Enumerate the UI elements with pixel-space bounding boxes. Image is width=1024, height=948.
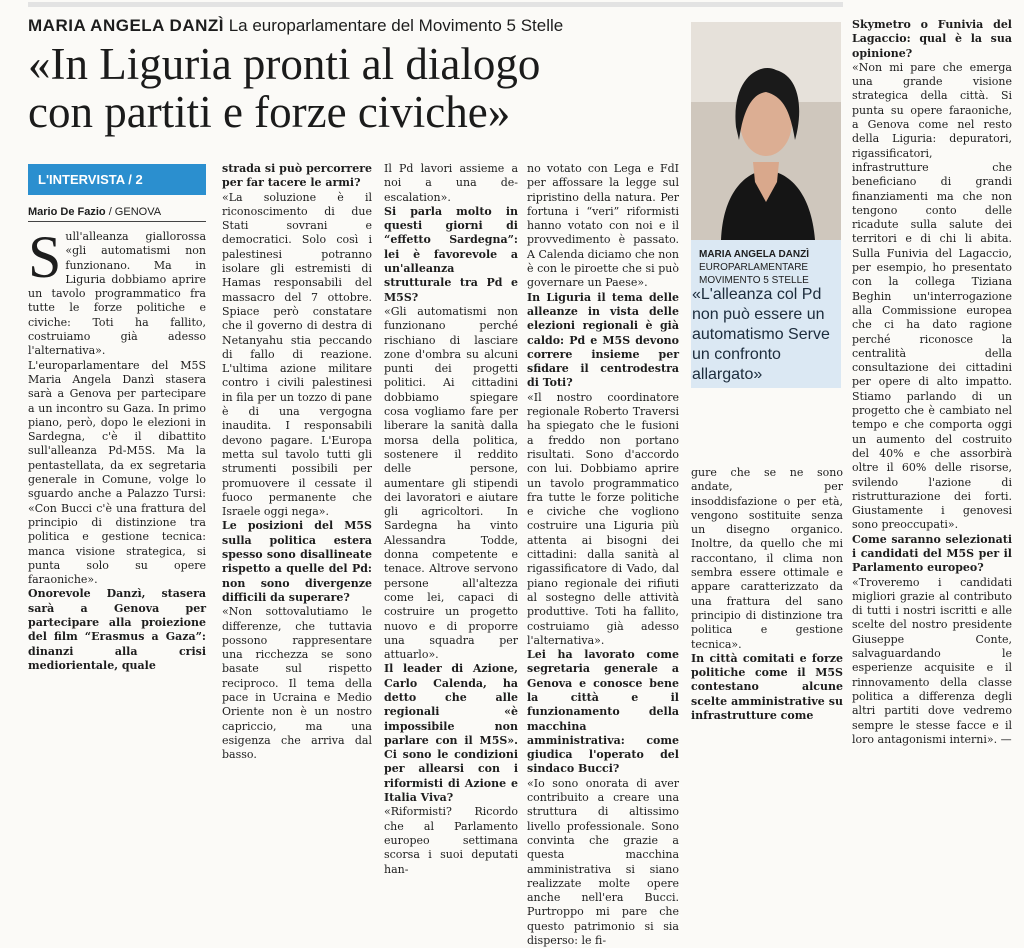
paragraph: «Gli automatismi non funzionano perché rischiano di lasciare zone d'ombra su alcuni punti dei progetti politici. Ai cittadini dobbiamo spiegare cosa vogliamo fare per liberare la sanità dalla morsa della politica, sostenere il reddito delle persone, aumentare gli stipendi dei lavoratori e aiutare gli agricoltori. In Sardegna ha vinto Alessandra Todde, donna competente e tenace. Altrove servono persone all'altezza come lei, capaci di costruire un progetto nuovo e di proporre una squadra per attuarlo». bbox=[384, 304, 518, 662]
column-3 bbox=[384, 162, 518, 876]
question: Onorevole Danzì, stasera sarà a Genova per partecipare alla proiezione del film “Erasmus a Gaza”: dinanzi alla crisi mediorientale, quale bbox=[28, 587, 206, 672]
paragraph: gure che se ne sono andate, per insoddisfazione o per età, vengono sostituite senza un disegno organico. Inoltre, da quello che mi raccontano, il clima non sembra essere ottimale e appare caratterizzato da una frattura del sano principio di distinzione tra politica e gestione tecnica». bbox=[691, 466, 843, 651]
question: Come saranno selezionati i candidati del M5S per il Parlamento europeo? bbox=[852, 532, 1012, 575]
paragraph: «Non mi pare che emerga una grande visione strategica della città. Si punta su opere faraoniche, a Genova come nel resto della Liguria: depuratori, rigassificatori, infrastrutture che beneficiano di grandi finanziamenti ma che non tengono conto delle ricadute sulla salute dei territori e di chi li abita. Sulla Funivia del Lagaccio, per esempio, ho presentato con la collega Tiziana Beghin un'interrogazione alla Commissione europea che ci ha dato ragione perché riconosce la centralità della consultazione dei cittadini per opere di alto impatto. Stiamo parlando di un progetto che è cambiato nel tempo e che comporta oggi un aumento del costruito del 40% e che assorbirà oltre il 60% delle risorse, svilendo l'azione di ristrutturazione dei forti. Giustamente i genovesi sono preoccupati». bbox=[852, 60, 1012, 532]
column-1 bbox=[28, 224, 206, 672]
paragraph: «Io sono onorata di aver contribuito a creare una struttura di altissimo livello professionale. Sono convinta che grazie a questa macchina amministrativa si siano realizzate molte opere anche nell'era Bucci. Purtroppo mi pare che questo patrimonio si sia disperso: le fi- bbox=[527, 776, 679, 948]
headline-line-1: «In Liguria pronti al dialogo bbox=[28, 39, 541, 89]
paragraph: no votato con Lega e FdI per affossare la legge sul ripristino della natura. Per fortuna i “veri” riformisti hanno votato con noi e il provvedimento è passato. A Calenda diciamo che non è con le piroette che si può governare un Paese». bbox=[527, 162, 680, 290]
headline-line-2: con partiti e forze civiche» bbox=[28, 87, 511, 137]
paragraph: «Riformisti? Ricordo che al Parlamento europeo settimana scorsa i suoi deputati han- bbox=[384, 805, 518, 876]
caption-role: EUROPARLAMENTARE bbox=[699, 262, 809, 273]
question: Si parla molto in questi giorni di “effetto Sardegna”: lei è favorevole a un'alleanza strutturale tra Pd e M5S? bbox=[384, 204, 518, 304]
column-5 bbox=[691, 466, 843, 723]
pull-quote: «L'alleanza col Pd non può essere un automatismo Serve un confronto allargato» bbox=[692, 286, 830, 383]
kicker bbox=[28, 16, 563, 36]
question: Le posizioni del M5S sulla politica estera spesso sono disallineate rispetto a quelle del Pd: non sono divergenze difficili da superare? bbox=[222, 519, 372, 604]
caption-party: MOVIMENTO 5 STELLE bbox=[699, 275, 809, 286]
byline-author: Mario De Fazio bbox=[28, 206, 106, 218]
caption-name: MARIA ANGELA DANZÌ bbox=[699, 249, 809, 260]
portrait-photo bbox=[691, 22, 841, 240]
question: In città comitati e forze politiche come il M5S contestano alcune scelte amministrative su infrastrutture come bbox=[691, 651, 843, 723]
photo-caption bbox=[699, 248, 839, 287]
question: Skymetro o Funivia del Lagaccio: qual è la sua opinione? bbox=[852, 18, 1012, 60]
portrait-illustration bbox=[691, 22, 841, 240]
paragraph: «La soluzione è il riconoscimento di due Stati sovrani e democratici. Solo così i palestinesi potranno isolare gli estremisti di Hamas responsabili del massacro del 7 ottobre. Spiace però constatare che il governo di destra di Netanyahu stia peccando di fallo di reazione. L'ultima azione militare contro i civili palestinesi in fila per un tozzo di pane è di una vergogna inaudita. I responsabili devono pagare. L'Europa metta sul tavolo tutti gli strumenti possibili per promuovere il cessate il fuoco permanente che Israele oggi nega». bbox=[222, 190, 372, 519]
section-tag: L'INTERVISTA / 2 bbox=[28, 164, 206, 195]
column-4 bbox=[527, 162, 680, 948]
column-6 bbox=[852, 18, 1012, 746]
byline-place: / GENOVA bbox=[108, 206, 162, 218]
question: In Liguria il tema delle alleanze in vista delle elezioni regionali è già caldo: Pd e M5S devono correre insieme per sfidare il centrodestra di Toti? bbox=[527, 290, 679, 390]
paragraph: Il Pd lavori assieme a noi a una de-escalation». bbox=[384, 162, 518, 204]
kicker-name: MARIA ANGELA DANZÌ bbox=[28, 16, 224, 35]
drop-cap: S bbox=[28, 224, 62, 290]
paragraph: «Troveremo i candidati migliori grazie al contributo di tutti i nostri iscritti e alle scelte del nostro presidente Giuseppe Conte, salvaguardando le esperienze acquisite e il rinnovamento della classe politica a differenza degli altri partiti dove vedremo sempre le stesse facce e il loro antagonismi interni». — bbox=[852, 575, 1012, 746]
paragraph: ull'alleanza giallorossa «gli automatismi non funzionano. Ma in Liguria dobbiamo aprire un tavolo programmatico fra tutte le forze politiche e civiche: Toti ha fallito, costruiamo già adesso l'alternativa». L'europarlamentare del M5S Maria Angela Danzì stasera sarà a Genova per partecipare a un incontro su Gaza. In primo piano, però, dopo le elezioni in Sardegna, c'è il dibattito sull'alleanza Pd-M5S. Ma la pentastellata, da ex segretaria generale in Comune, volge lo sguardo anche a Palazzo Tursi: «Con Bucci c'è una frattura del principio di distinzione tra politica e gestione tecnica: manca visione strategica, si punta solo su opere faraoniche». bbox=[28, 230, 206, 587]
byline bbox=[28, 206, 206, 222]
column-2 bbox=[222, 162, 372, 762]
question: strada si può percorrere per far tacere le armi? bbox=[222, 162, 372, 190]
top-rule bbox=[28, 2, 843, 7]
paragraph: «Il nostro coordinatore regionale Roberto Traversi ha spiegato che le fusioni a freddo non portano risultati. Sono d'accordo con lui. Dobbiamo aprire un tavolo programmatico fra tutte le forze politiche e civiche che vogliono costruire una Liguria più attenta ai bisogni dei cittadini: dalla sanità al rigassificatore di Vado, dal piano regionale dei rifiuti al sostegno delle attività produttive. Toti ha fallito, costruiamo già adesso l'alternativa». bbox=[527, 390, 679, 647]
paragraph: «Non sottovalutiamo le differenze, che tuttavia possono rappresentare una ricchezza se sono basate sul rispetto reciproco. Il tema della pace in Ucraina e Medio Oriente non è un nostro capriccio, ma una esigenza che arriva dal basso. bbox=[222, 605, 372, 762]
kicker-description: La europarlamentare del Movimento 5 Stelle bbox=[228, 16, 564, 35]
question: Lei ha lavorato come segretaria generale a Genova e conosce bene la città e il funzionamento della macchina amministrativa: come giudica l'operato del sindaco Bucci? bbox=[527, 648, 679, 776]
question: Il leader di Azione, Carlo Calenda, ha detto che alle regionali «è impossibile non parlare con il M5S». Ci sono le condizioni per allearsi con i riformisti di Azione e Italia Viva? bbox=[384, 662, 518, 805]
